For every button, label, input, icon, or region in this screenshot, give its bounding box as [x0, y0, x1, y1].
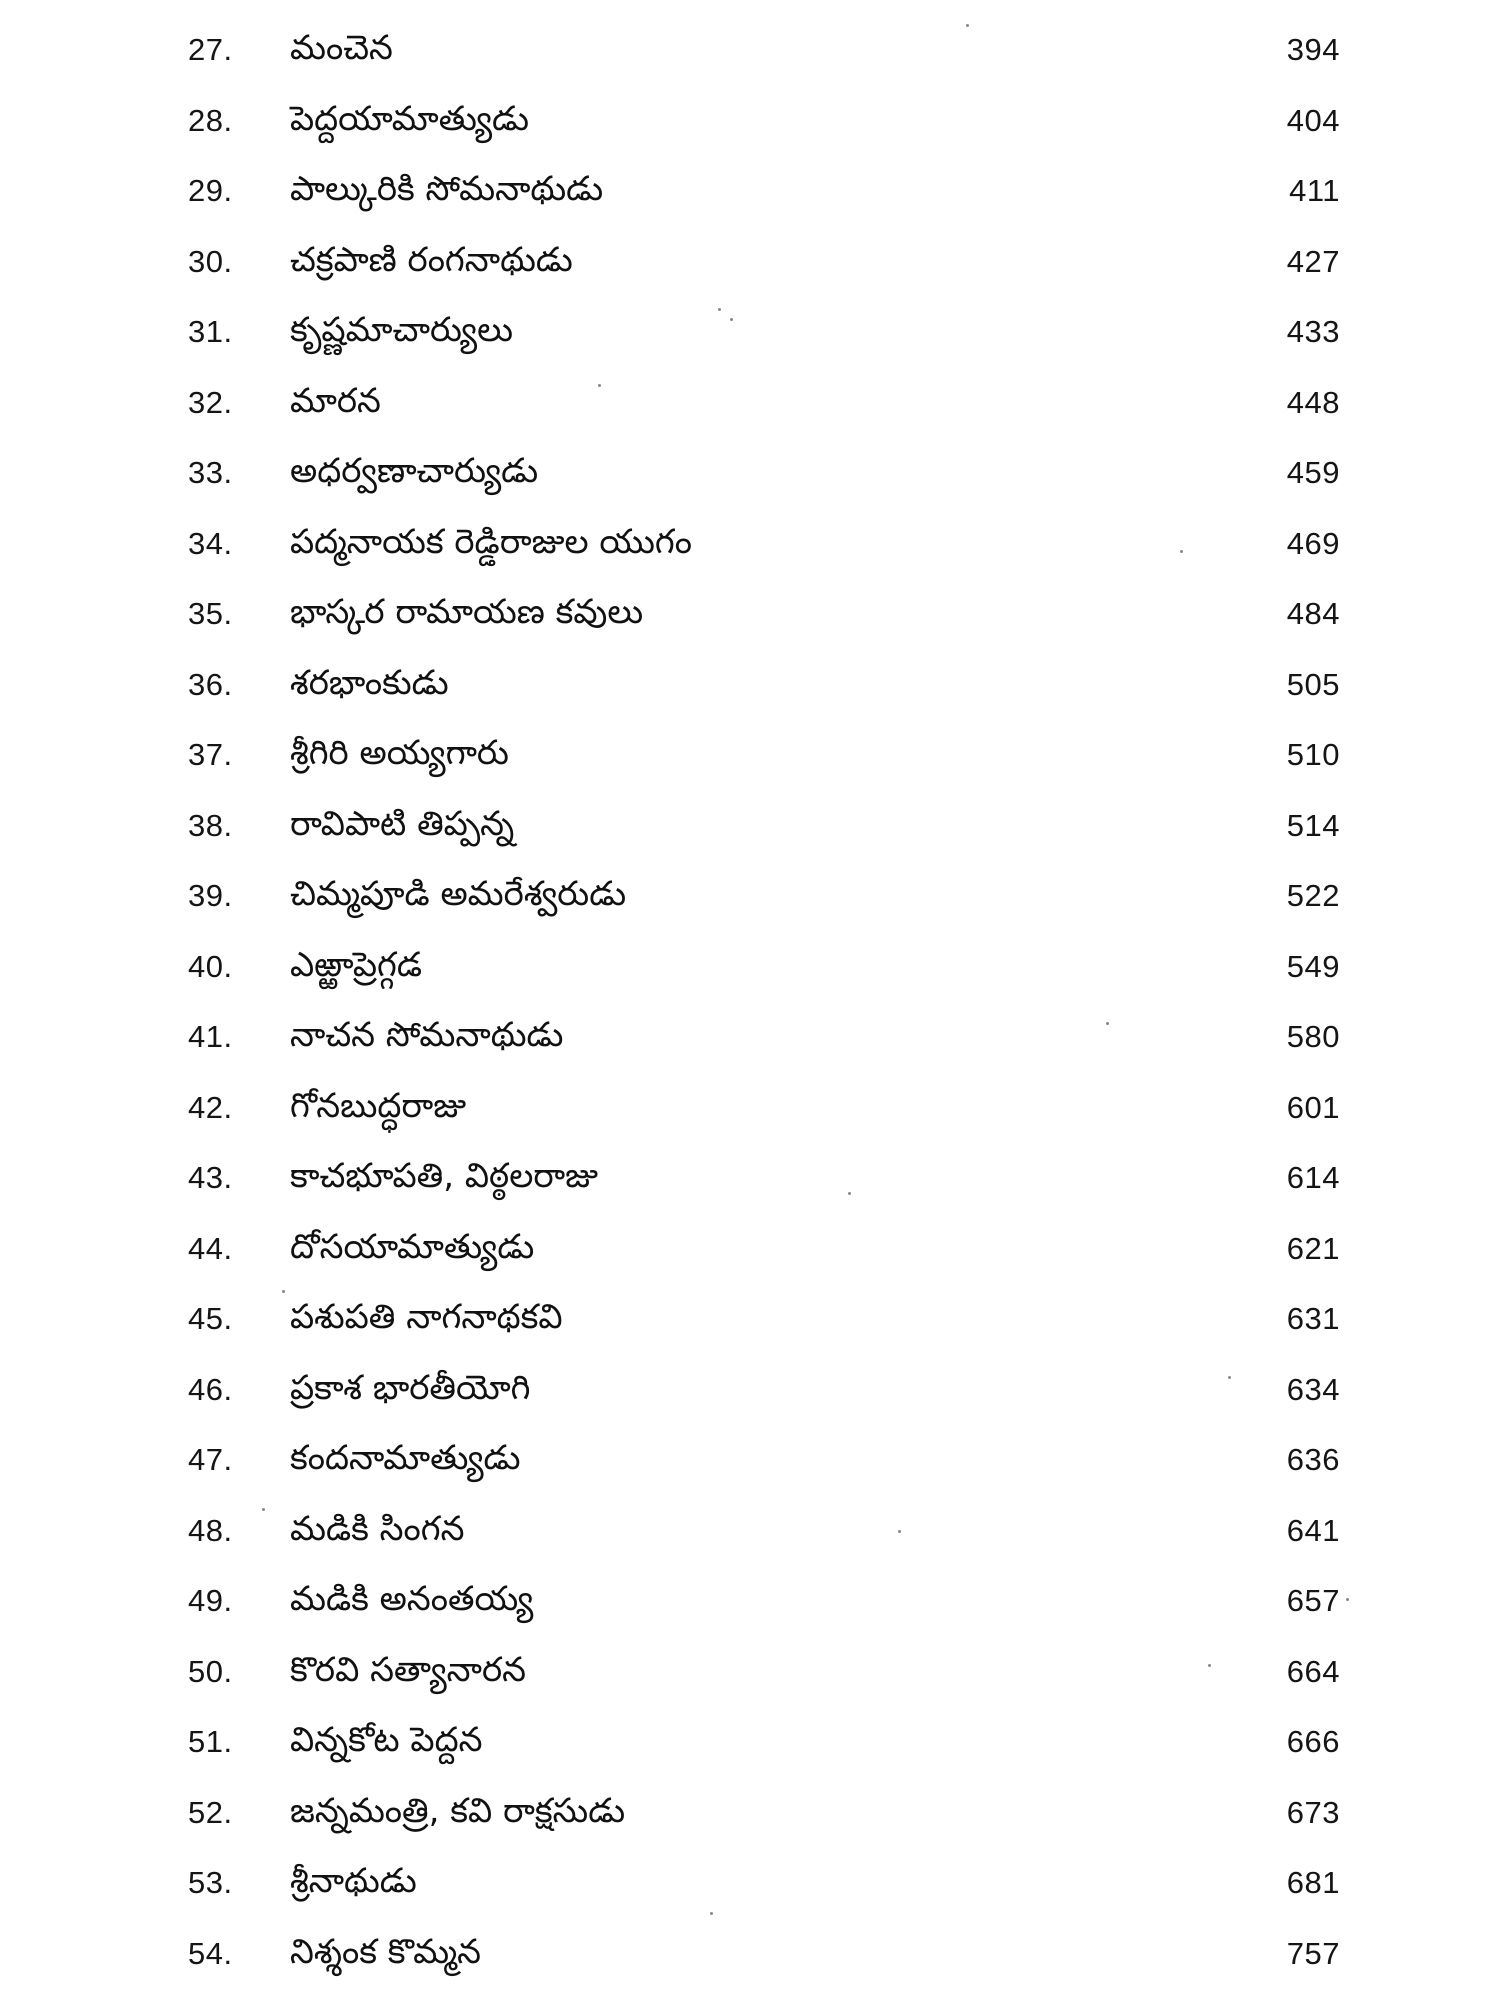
toc-entry — [0, 872, 1500, 943]
toc-entry-page-number: 459 — [1286, 455, 1340, 490]
toc-entry-number: 49. — [188, 1583, 233, 1618]
toc-entry-page-number: 433 — [1286, 314, 1340, 349]
scan-speck — [710, 1912, 713, 1915]
toc-entry-number: 43. — [188, 1160, 233, 1195]
toc-entry-number: 54. — [188, 1935, 233, 1971]
toc-entry-number: 51. — [188, 1724, 233, 1759]
toc-entry — [0, 379, 1500, 450]
toc-entry-title: పాల్కురికి సోమనాథుడు — [290, 169, 604, 209]
toc-entry-number: 35. — [188, 596, 233, 631]
toc-entry-title: చిమ్మపూడి అమరేశ్వరుడు — [290, 874, 627, 914]
scan-speck — [848, 1192, 851, 1195]
toc-entry-page-number: 469 — [1286, 525, 1340, 561]
toc-entry — [0, 1084, 1500, 1155]
toc-entry-page-number: 394 — [1286, 32, 1340, 67]
toc-entry-title: నాచన సోమనాథుడు — [290, 1015, 564, 1055]
scan-speck — [598, 384, 601, 387]
toc-entry-number: 42. — [188, 1089, 233, 1125]
toc-entry-page-number: 580 — [1286, 1019, 1340, 1054]
toc-entry-title: పెద్దయామాత్యుడు — [290, 98, 529, 139]
toc-entry-page-number: 621 — [1286, 1230, 1340, 1266]
toc-entry-number: 38. — [188, 807, 233, 843]
toc-entry-number: 40. — [188, 948, 233, 984]
toc-entry-title: మంచెన — [290, 28, 393, 68]
toc-entry-page-number: 673 — [1286, 1794, 1340, 1830]
toc-entry — [0, 1295, 1500, 1366]
toc-entry-title: అధర్వణాచార్యుడు — [290, 451, 539, 491]
toc-entry-number: 37. — [188, 737, 233, 772]
toc-entry-title: ఎఱ్ఱాప్రెగ్గడ — [290, 944, 422, 985]
toc-entry-title: దోసయామాత్యుడు — [290, 1226, 535, 1267]
toc-entry-title: జన్నమంత్రి, కవి రాక్షసుడు — [290, 1790, 626, 1831]
toc-entry-title: పశుపతి నాగనాథకవి — [290, 1297, 563, 1337]
toc-entry-number: 29. — [188, 173, 233, 208]
toc-entry-title: కొరవి సత్యానారన — [290, 1649, 527, 1690]
toc-entry — [0, 1648, 1500, 1719]
toc-entry-number: 32. — [188, 384, 233, 420]
toc-entry-page-number: 666 — [1286, 1724, 1340, 1759]
toc-entry-title: మడికి అనంతయ్య — [290, 1579, 534, 1619]
toc-entry-page-number: 681 — [1286, 1865, 1340, 1900]
toc-entry-number: 41. — [188, 1019, 233, 1054]
toc-entry-page-number: 404 — [1286, 102, 1340, 138]
scan-speck — [1228, 1376, 1231, 1379]
toc-entry-number: 34. — [188, 525, 233, 561]
toc-entry-title: కందనామాత్యుడు — [290, 1438, 521, 1478]
toc-entry-title: పద్మనాయక రెడ్డిరాజుల యుగం — [290, 521, 692, 562]
toc-entry-page-number: 634 — [1286, 1371, 1340, 1407]
toc-entry-number: 33. — [188, 455, 233, 490]
toc-entry — [0, 167, 1500, 238]
toc-entry — [0, 1436, 1500, 1507]
toc-entry-number: 27. — [188, 32, 233, 67]
toc-entry — [0, 26, 1500, 97]
toc-entry-number: 30. — [188, 243, 233, 279]
scan-speck — [1106, 1022, 1109, 1025]
toc-entry-page-number: 510 — [1286, 737, 1340, 772]
toc-entry-page-number: 641 — [1286, 1512, 1340, 1548]
toc-entry-page-number: 601 — [1286, 1089, 1340, 1125]
toc-entry-title: నిశ్శంక కొమ్మన — [290, 1931, 482, 1972]
toc-entry-title: శరభాంకుడు — [290, 662, 449, 703]
toc-entry-page-number: 657 — [1286, 1583, 1340, 1618]
toc-entry-number: 47. — [188, 1442, 233, 1477]
toc-entry — [0, 1577, 1500, 1648]
toc-entry-title: గోనబుద్ధరాజు — [290, 1085, 467, 1126]
scan-speck — [718, 308, 721, 311]
toc-entry — [0, 731, 1500, 802]
toc-entry-title: విన్నకోట పెద్దన — [290, 1720, 483, 1760]
toc-entry-page-number: 757 — [1286, 1935, 1340, 1971]
toc-entry-page-number: 522 — [1286, 878, 1340, 913]
toc-entry-title: శ్రీగిరి అయ్యగారు — [290, 733, 509, 773]
toc-entry — [0, 661, 1500, 732]
toc-entry — [0, 943, 1500, 1014]
toc-entry-page-number: 505 — [1286, 666, 1340, 702]
table-of-contents — [0, 26, 1500, 2000]
toc-entry — [0, 1789, 1500, 1860]
toc-entry-number: 44. — [188, 1230, 233, 1266]
scan-speck — [730, 318, 733, 321]
toc-entry — [0, 1154, 1500, 1225]
toc-entry — [0, 520, 1500, 591]
scan-speck — [262, 1508, 265, 1511]
toc-entry — [0, 1930, 1500, 2000]
toc-entry-number: 52. — [188, 1794, 233, 1830]
scan-speck — [1346, 1598, 1349, 1601]
toc-entry-number: 45. — [188, 1301, 233, 1336]
toc-entry-page-number: 427 — [1286, 243, 1340, 279]
scan-speck — [898, 1530, 901, 1533]
toc-entry-number: 46. — [188, 1371, 233, 1407]
toc-entry — [0, 590, 1500, 661]
toc-entry-page-number: 636 — [1286, 1442, 1340, 1477]
scan-speck — [282, 1290, 285, 1293]
toc-entry — [0, 1013, 1500, 1084]
toc-entry — [0, 97, 1500, 168]
toc-entry — [0, 1718, 1500, 1789]
scan-speck — [966, 24, 969, 27]
scan-speck — [1180, 550, 1183, 553]
toc-entry-title: ప్రకాశ భారతీయోగి — [290, 1367, 531, 1408]
toc-entry-title: శ్రీనాథుడు — [290, 1861, 417, 1901]
toc-entry-number: 39. — [188, 878, 233, 913]
toc-entry — [0, 449, 1500, 520]
toc-entry — [0, 308, 1500, 379]
toc-entry — [0, 1859, 1500, 1930]
toc-entry-page-number: 484 — [1286, 596, 1340, 631]
toc-entry — [0, 802, 1500, 873]
toc-entry-number: 53. — [188, 1865, 233, 1900]
toc-entry-number: 36. — [188, 666, 233, 702]
toc-entry-page-number: 664 — [1286, 1653, 1340, 1689]
toc-entry — [0, 1225, 1500, 1296]
toc-entry-title: భాస్కర రామాయణ కవులు — [290, 592, 644, 632]
toc-entry-page-number: 614 — [1286, 1160, 1340, 1195]
toc-entry-title: మడికి సింగన — [290, 1508, 465, 1549]
toc-entry-page-number: 448 — [1286, 384, 1340, 420]
toc-entry-page-number: 514 — [1286, 807, 1340, 843]
toc-entry-title: మారన — [290, 380, 381, 421]
toc-entry-number: 50. — [188, 1653, 233, 1689]
toc-entry-page-number: 631 — [1286, 1301, 1340, 1336]
toc-entry-title: కృష్ణమాచార్యులు — [290, 310, 513, 350]
toc-entry-title: రావిపాటి తిప్పన్న — [290, 803, 515, 844]
scan-speck — [1208, 1664, 1211, 1667]
toc-entry-page-number: 549 — [1286, 948, 1340, 984]
toc-entry — [0, 1507, 1500, 1578]
toc-entry-number: 28. — [188, 102, 233, 138]
toc-entry-title: కాచభూపతి, విఠ్ఠలరాజు — [290, 1156, 599, 1196]
toc-entry-page-number: 411 — [1289, 173, 1340, 208]
toc-entry — [0, 1366, 1500, 1437]
toc-entry — [0, 238, 1500, 309]
toc-entry-number: 48. — [188, 1512, 233, 1548]
toc-entry-title: చక్రపాణి రంగనాథుడు — [290, 239, 573, 280]
toc-entry-number: 31. — [188, 314, 233, 349]
